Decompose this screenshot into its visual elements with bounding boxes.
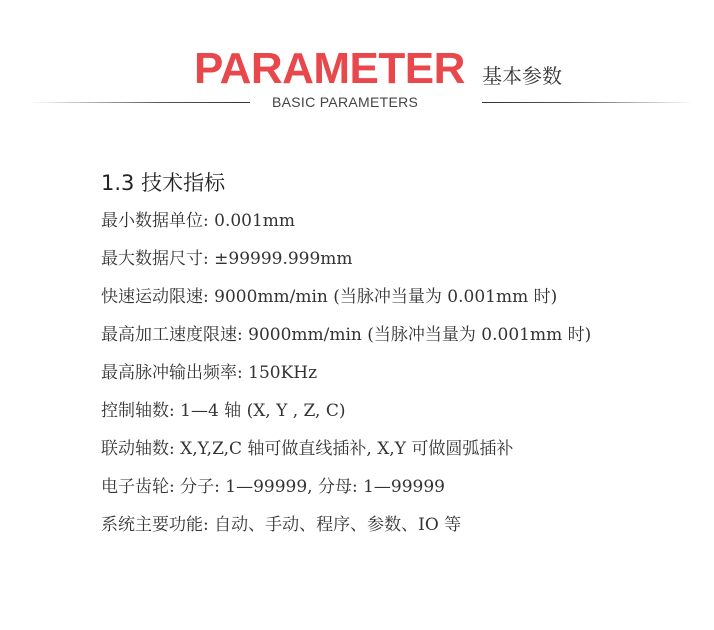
spec-rapid-speed-limit: 快速运动限速: 9000mm/min (当脉冲当量为 0.001mm 时) — [101, 287, 558, 307]
section-title: 1.3 技术指标 — [101, 171, 226, 195]
page-title: PARAMETER — [194, 44, 465, 93]
spec-control-axes: 控制轴数: 1—4 轴 (X, Y , Z, C) — [101, 401, 346, 421]
page-title-chinese: 基本参数 — [482, 64, 562, 88]
spec-min-data-unit: 最小数据单位: 0.001mm — [101, 211, 296, 231]
spec-section — [101, 168, 701, 544]
spec-max-data-size: 最大数据尺寸: ±99999.999mm — [101, 249, 353, 269]
page-subtitle: BASIC PARAMETERS — [272, 94, 419, 110]
spec-main-functions: 系统主要功能: 自动、手动、程序、参数、IO 等 — [101, 515, 462, 535]
spec-max-pulse-frequency: 最高脉冲输出频率: 150KHz — [101, 363, 318, 383]
divider-right — [482, 102, 694, 103]
spec-max-feed-speed-limit: 最高加工速度限速: 9000mm/min (当脉冲当量为 0.001mm 时) — [101, 325, 592, 345]
spec-linked-axes: 联动轴数: X,Y,Z,C 轴可做直线插补, X,Y 可做圆弧插补 — [101, 439, 514, 459]
page-header — [0, 0, 714, 120]
spec-list — [101, 202, 701, 544]
spec-electronic-gear: 电子齿轮: 分子: 1—99999, 分母: 1—99999 — [101, 477, 445, 497]
divider-left — [30, 102, 250, 103]
